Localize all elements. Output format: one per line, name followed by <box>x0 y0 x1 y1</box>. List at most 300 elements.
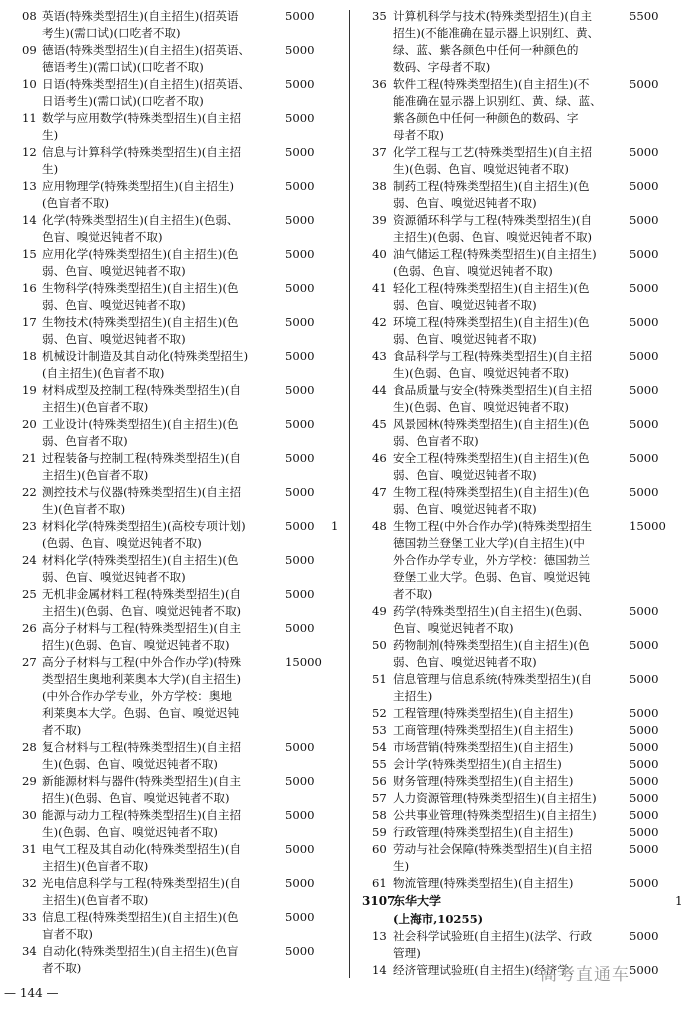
major-text: 工商管理(特殊类型招生)(自主招生) <box>393 723 574 737</box>
major-text: 过程装备与控制工程(特殊类型招生)(自 <box>42 451 242 465</box>
plan-number: 5000 <box>285 77 315 91</box>
entry-line <box>22 688 340 705</box>
major-text: 电气工程及其自动化(特殊类型招生)(自 <box>42 842 242 856</box>
major-text: 应用化学(特殊类型招生)(自主招生)(色 <box>42 247 239 261</box>
entry-line <box>22 807 340 824</box>
major-text: 数学与应用数学(特殊类型招生)(自主招 <box>42 111 242 125</box>
major-code: 08 <box>22 9 37 23</box>
major-text: 弱、色盲、嗅觉迟钝者不取) <box>42 570 186 584</box>
major-text: 材料化学(特殊类型招生)(高校专项计划) <box>42 519 246 533</box>
major-code: 58 <box>372 808 387 822</box>
major-text: 油气储运工程(特殊类型招生)(自主招生) <box>393 247 597 261</box>
plan-number: 5000 <box>629 638 659 652</box>
major-entry <box>372 739 690 756</box>
plan-number: 15000 <box>629 519 666 533</box>
page-number: — 144 — <box>4 986 59 1000</box>
major-entry <box>372 280 690 314</box>
major-entry <box>372 212 690 246</box>
major-entry <box>22 416 340 450</box>
major-text: 者不取) <box>42 961 82 975</box>
plan-number: 5000 <box>629 723 659 737</box>
plan-number: 5000 <box>285 179 315 193</box>
major-code: 14 <box>22 213 37 227</box>
plan-number: 5000 <box>629 842 659 856</box>
major-text: 风景园林(特殊类型招生)(自主招生)(色 <box>393 417 590 431</box>
major-text: 光电信息科学与工程(特殊类型招生)(自 <box>42 876 242 890</box>
major-text: 生) <box>393 859 410 873</box>
major-entry <box>22 484 340 518</box>
entry-line <box>22 433 340 450</box>
major-text: 信息与计算科学(特殊类型招生)(自主招 <box>42 145 242 159</box>
entry-line <box>22 246 340 263</box>
major-text: 利莱奥本大学。色弱、色盲、嗅觉迟钝 <box>42 706 240 720</box>
plan-number: 5000 <box>285 145 315 159</box>
entry-line <box>22 926 340 943</box>
entry-line <box>372 365 690 382</box>
plan-number: 5000 <box>629 672 659 686</box>
entry-line <box>372 603 690 620</box>
major-code: 13 <box>22 179 37 193</box>
major-text: 药学(特殊类型招生)(自主招生)(色弱、 <box>393 604 590 618</box>
major-code: 49 <box>372 604 387 618</box>
plan-number: 5000 <box>285 247 315 261</box>
entry-line <box>22 756 340 773</box>
plan-number: 5000 <box>629 247 659 261</box>
major-entry <box>372 671 690 705</box>
major-text: 主招生) <box>393 689 433 703</box>
major-code: 19 <box>22 383 37 397</box>
entry-line <box>22 8 340 25</box>
major-text: 生)(色弱、色盲、嗅觉迟钝者不取) <box>393 162 569 176</box>
major-entry <box>22 212 340 246</box>
extra-count: 1 <box>331 519 339 533</box>
plan-number: 5000 <box>629 315 659 329</box>
university-code: 3107 <box>362 894 396 908</box>
plan-number: 5000 <box>285 111 315 125</box>
major-text: 招生)(不能准确在显示器上识别红、黄、 <box>393 26 600 40</box>
major-code: 53 <box>372 723 387 737</box>
plan-number: 5000 <box>629 740 659 754</box>
major-entry <box>372 705 690 722</box>
entry-line <box>22 722 340 739</box>
major-text: (色盲者不取) <box>42 196 110 210</box>
plan-number: 5000 <box>629 774 659 788</box>
major-code: 45 <box>372 417 387 431</box>
major-text: 无机非金属材料工程(特殊类型招生)(自 <box>42 587 242 601</box>
major-code: 38 <box>372 179 387 193</box>
major-entry <box>372 450 690 484</box>
entry-line <box>372 416 690 433</box>
entry-line <box>22 671 340 688</box>
plan-number: 5000 <box>285 315 315 329</box>
major-code: 44 <box>372 383 387 397</box>
major-text: 物流管理(特殊类型招生)(自主招生) <box>393 876 574 890</box>
major-code: 52 <box>372 706 387 720</box>
major-entry <box>372 722 690 739</box>
major-text: 主招生)(色盲者不取) <box>42 400 149 414</box>
entry-line <box>22 552 340 569</box>
entry-line <box>22 892 340 909</box>
major-code: 61 <box>372 876 387 890</box>
major-text: 生物科学(特殊类型招生)(自主招生)(色 <box>42 281 239 295</box>
major-text: 外合作办学专业，外方学校：德国勃兰 <box>393 553 591 567</box>
plan-number: 5000 <box>285 519 315 533</box>
major-text: 高分子材料与工程(中外合作办学)(特殊 <box>42 655 242 669</box>
plan-number: 5000 <box>285 349 315 363</box>
major-text: 母者不取) <box>393 128 444 142</box>
major-entry <box>372 144 690 178</box>
major-text: 复合材料与工程(特殊类型招生)(自主招 <box>42 740 242 754</box>
entry-line <box>372 178 690 195</box>
major-code: 17 <box>22 315 37 329</box>
entry-line <box>372 688 690 705</box>
major-text: 信息工程(特殊类型招生)(自主招生)(色 <box>42 910 239 924</box>
entry-line <box>372 722 690 739</box>
major-code: 39 <box>372 213 387 227</box>
entry-line <box>22 382 340 399</box>
plan-number: 5000 <box>285 944 315 958</box>
major-text: 劳动与社会保障(特殊类型招生)(自主招 <box>393 842 593 856</box>
major-text: 色盲、嗅觉迟钝者不取) <box>393 621 514 635</box>
plan-number: 5500 <box>629 9 659 23</box>
major-text: 自动化(特殊类型招生)(自主招生)(色盲 <box>42 944 239 958</box>
major-code: 46 <box>372 451 387 465</box>
entry-line <box>372 127 690 144</box>
right-column <box>362 8 690 979</box>
plan-number: 5000 <box>285 485 315 499</box>
major-entry <box>22 280 340 314</box>
major-text: 计算机科学与技术(特殊类型招生)(自主 <box>393 9 593 23</box>
major-code: 57 <box>372 791 387 805</box>
major-text: 绿、蓝、紫各颜色中任何一种颜色的 <box>393 43 579 57</box>
major-entry <box>372 824 690 841</box>
major-text: (中外合作办学专业，外方学校：奥地 <box>42 689 233 703</box>
entry-line <box>22 280 340 297</box>
major-entry <box>372 841 690 875</box>
major-text: 能源与动力工程(特殊类型招生)(自主招 <box>42 808 242 822</box>
major-code: 21 <box>22 451 37 465</box>
plan-number: 5000 <box>285 910 315 924</box>
major-entry <box>372 8 690 76</box>
entry-line <box>22 637 340 654</box>
major-entry <box>372 603 690 637</box>
major-entry <box>372 637 690 671</box>
entry-line <box>22 297 340 314</box>
entry-line <box>22 212 340 229</box>
major-text: 管理) <box>393 946 421 960</box>
plan-number: 5000 <box>629 417 659 431</box>
entry-line <box>372 858 690 875</box>
entry-line <box>372 705 690 722</box>
major-code: 55 <box>372 757 387 771</box>
major-entry <box>372 246 690 280</box>
major-entry <box>372 756 690 773</box>
entry-line <box>372 739 690 756</box>
major-entry <box>372 416 690 450</box>
major-text: 紫各颜色中任何一种颜色的数码、字 <box>393 111 579 125</box>
entry-line <box>22 348 340 365</box>
entry-line <box>372 501 690 518</box>
major-text: 弱、色盲、嗅觉迟钝者不取) <box>393 468 537 482</box>
plan-number: 5000 <box>629 604 659 618</box>
major-text: 生)(色弱、色盲、嗅觉迟钝者不取) <box>42 757 218 771</box>
entry-line <box>372 671 690 688</box>
entry-line <box>22 518 340 535</box>
major-text: 能准确在显示器上识别红、黄、绿、蓝、 <box>393 94 602 108</box>
major-text: 德国勃兰登堡工业大学)(自主招生)(中 <box>393 536 585 550</box>
plan-number: 5000 <box>285 9 315 23</box>
entry-line <box>22 144 340 161</box>
plan-number: 5000 <box>629 876 659 890</box>
major-text: (自主招生)(色盲者不取) <box>42 366 165 380</box>
entry-line <box>372 552 690 569</box>
entry-line <box>22 93 340 110</box>
major-code: 54 <box>372 740 387 754</box>
entry-line <box>22 535 340 552</box>
major-code: 27 <box>22 655 37 669</box>
entry-line <box>372 807 690 824</box>
entry-line <box>372 76 690 93</box>
plan-number: 5000 <box>629 825 659 839</box>
plan-number: 5000 <box>629 808 659 822</box>
entry-line <box>372 8 690 25</box>
major-text: 财务管理(特殊类型招生)(自主招生) <box>393 774 574 788</box>
major-text: 工业设计(特殊类型招生)(自主招生)(色 <box>42 417 239 431</box>
entry-line <box>22 331 340 348</box>
major-text: 信息管理与信息系统(特殊类型招生)(自 <box>393 672 593 686</box>
major-entry <box>22 654 340 739</box>
major-entry <box>22 450 340 484</box>
entry-line <box>22 654 340 671</box>
major-code: 16 <box>22 281 37 295</box>
entry-line <box>22 178 340 195</box>
major-text: 生)(色弱、色盲、嗅觉迟钝者不取) <box>393 366 569 380</box>
plan-number: 5000 <box>285 876 315 890</box>
major-entry <box>22 8 340 42</box>
major-text: 弱、色盲、嗅觉迟钝者不取) <box>393 655 537 669</box>
entry-line <box>372 297 690 314</box>
major-code: 25 <box>22 587 37 601</box>
entry-line <box>372 433 690 450</box>
major-code: 59 <box>372 825 387 839</box>
major-code: 51 <box>372 672 387 686</box>
major-entry <box>372 382 690 416</box>
major-text: 生) <box>42 128 59 142</box>
major-text: 软件工程(特殊类型招生)(自主招生)(不 <box>393 77 590 91</box>
entry-line <box>22 127 340 144</box>
major-text: (色弱、色盲、嗅觉迟钝者不取) <box>393 264 553 278</box>
major-code: 33 <box>22 910 37 924</box>
entry-line <box>22 858 340 875</box>
entry-line <box>372 382 690 399</box>
major-text: 生)(色盲者不取) <box>42 502 126 516</box>
major-code: 13 <box>372 929 387 943</box>
major-code: 26 <box>22 621 37 635</box>
major-text: 经济管理试验班(自主招生)(经济学、 <box>393 963 581 977</box>
entry-line <box>372 331 690 348</box>
plan-number: 5000 <box>285 774 315 788</box>
major-text: 安全工程(特殊类型招生)(自主招生)(色 <box>393 451 590 465</box>
major-text: 新能源材料与器件(特殊类型招生)(自主 <box>42 774 242 788</box>
major-text: 测控技术与仪器(特殊类型招生)(自主招 <box>42 485 242 499</box>
university-location <box>372 910 690 928</box>
entry-line <box>22 705 340 722</box>
major-code: 29 <box>22 774 37 788</box>
major-text: 数码、字母者不取) <box>393 60 491 74</box>
plan-number: 15000 <box>285 655 322 669</box>
entry-line <box>372 195 690 212</box>
entry-line <box>372 586 690 603</box>
major-entry <box>22 348 340 382</box>
entry-line <box>372 518 690 535</box>
entry-line <box>372 569 690 586</box>
entry-line <box>22 365 340 382</box>
entry-line <box>372 535 690 552</box>
major-code: 22 <box>22 485 37 499</box>
plan-number: 5000 <box>285 43 315 57</box>
major-text: 主招生)(色弱、色盲、嗅觉迟钝者不取) <box>393 230 593 244</box>
major-code: 48 <box>372 519 387 533</box>
entry-line <box>22 620 340 637</box>
entry-line <box>22 586 340 603</box>
plan-number: 5000 <box>285 740 315 754</box>
major-text: 人力资源管理(特殊类型招生)(自主招生) <box>393 791 597 805</box>
entry-line <box>372 875 690 892</box>
major-text: 日语(特殊类型招生)(自主招生)(招英语、 <box>42 77 251 91</box>
plan-number: 5000 <box>629 281 659 295</box>
major-text: 者不取) <box>393 587 433 601</box>
major-code: 47 <box>372 485 387 499</box>
major-entry <box>372 314 690 348</box>
major-code: 11 <box>22 111 37 125</box>
major-text: 社会科学试验班(自主招生)(法学、行政 <box>393 929 593 943</box>
university-name: 东华大学 <box>393 894 442 908</box>
entry-line <box>372 484 690 501</box>
plan-number: 5000 <box>629 757 659 771</box>
major-text: 公共事业管理(特殊类型招生)(自主招生) <box>393 808 597 822</box>
plan-number: 5000 <box>285 842 315 856</box>
university-location-text: (上海市,10255) <box>393 912 484 926</box>
major-entry <box>22 909 340 943</box>
major-code: 18 <box>22 349 37 363</box>
major-text: 材料化学(特殊类型招生)(自主招生)(色 <box>42 553 239 567</box>
major-text: 资源循环科学与工程(特殊类型招生)(自 <box>393 213 593 227</box>
entry-line <box>372 144 690 161</box>
major-text: 色盲、嗅觉迟钝者不取) <box>42 230 163 244</box>
plan-number: 5000 <box>629 791 659 805</box>
entry-line <box>372 42 690 59</box>
plan-number: 5000 <box>285 281 315 295</box>
major-entry <box>22 110 340 144</box>
major-text: 弱、色盲、嗅觉迟钝者不取) <box>42 298 186 312</box>
major-entry <box>372 76 690 144</box>
plan-number: 5000 <box>629 383 659 397</box>
entry-line <box>22 161 340 178</box>
entry-line <box>22 76 340 93</box>
column-divider <box>349 10 350 978</box>
major-entry <box>22 841 340 875</box>
major-entry <box>22 875 340 909</box>
major-code: 12 <box>22 145 37 159</box>
left-column <box>22 8 340 977</box>
entry-line <box>372 348 690 365</box>
entry-line <box>22 739 340 756</box>
major-entry <box>22 552 340 586</box>
entry-line <box>22 42 340 59</box>
major-code: 36 <box>372 77 387 91</box>
major-code: 40 <box>372 247 387 261</box>
entry-line <box>22 773 340 790</box>
entry-line <box>372 841 690 858</box>
entry-line <box>372 93 690 110</box>
major-entry <box>22 943 340 977</box>
major-text: 化学(特殊类型招生)(自主招生)(色弱、 <box>42 213 239 227</box>
major-text: 登堡工业大学。色弱、色盲、嗅觉迟钝 <box>393 570 591 584</box>
major-text: 招生)(色弱、色盲、嗅觉迟钝者不取) <box>42 791 230 805</box>
plan-number: 5000 <box>629 929 659 943</box>
entry-line <box>22 399 340 416</box>
major-entry <box>372 790 690 807</box>
major-code: 32 <box>22 876 37 890</box>
major-code: 31 <box>22 842 37 856</box>
major-text: 招生)(色弱、色盲、嗅觉迟钝者不取) <box>42 638 230 652</box>
major-text: 药物制剂(特殊类型招生)(自主招生)(色 <box>393 638 590 652</box>
entry-line <box>372 59 690 76</box>
major-text: 主招生)(色盲者不取) <box>42 859 149 873</box>
major-entry <box>22 773 340 807</box>
entry-line <box>22 501 340 518</box>
major-entry <box>22 42 340 76</box>
entry-line <box>22 25 340 42</box>
major-text: 生) <box>42 162 59 176</box>
entry-line <box>22 314 340 331</box>
major-text: 弱、色盲者不取) <box>393 434 479 448</box>
major-text: 日语考生)(需口试)(口吃者不取) <box>42 94 204 108</box>
plan-number: 5000 <box>629 77 659 91</box>
major-text: 弱、色盲、嗅觉迟钝者不取) <box>393 502 537 516</box>
major-entry <box>22 518 340 552</box>
entry-line <box>372 654 690 671</box>
major-code: 30 <box>22 808 37 822</box>
major-code: 37 <box>372 145 387 159</box>
major-entry <box>22 739 340 773</box>
entry-line <box>22 790 340 807</box>
major-entry <box>22 246 340 280</box>
entry-line <box>22 229 340 246</box>
major-entry <box>372 928 690 962</box>
major-code: 34 <box>22 944 37 958</box>
major-text: 弱、色盲、嗅觉迟钝者不取) <box>42 332 186 346</box>
plan-number: 5000 <box>629 179 659 193</box>
entry-line <box>372 161 690 178</box>
plan-number: 5000 <box>629 451 659 465</box>
major-code: 23 <box>22 519 37 533</box>
university-header <box>362 892 690 910</box>
entry-line <box>22 110 340 127</box>
major-entry <box>372 773 690 790</box>
major-text: 应用物理学(特殊类型招生)(自主招生) <box>42 179 234 193</box>
major-text: 轻化工程(特殊类型招生)(自主招生)(色 <box>393 281 590 295</box>
entry-line <box>22 263 340 280</box>
major-text: 盲者不取) <box>42 927 93 941</box>
entry-line <box>22 195 340 212</box>
plan-number: 5000 <box>285 451 315 465</box>
major-text: 主招生)(色弱、色盲、嗅觉迟钝者不取) <box>42 604 242 618</box>
major-entry <box>22 620 340 654</box>
plan-number: 5000 <box>285 621 315 635</box>
major-entry <box>22 76 340 110</box>
major-text: 材料成型及控制工程(特殊类型招生)(自 <box>42 383 242 397</box>
